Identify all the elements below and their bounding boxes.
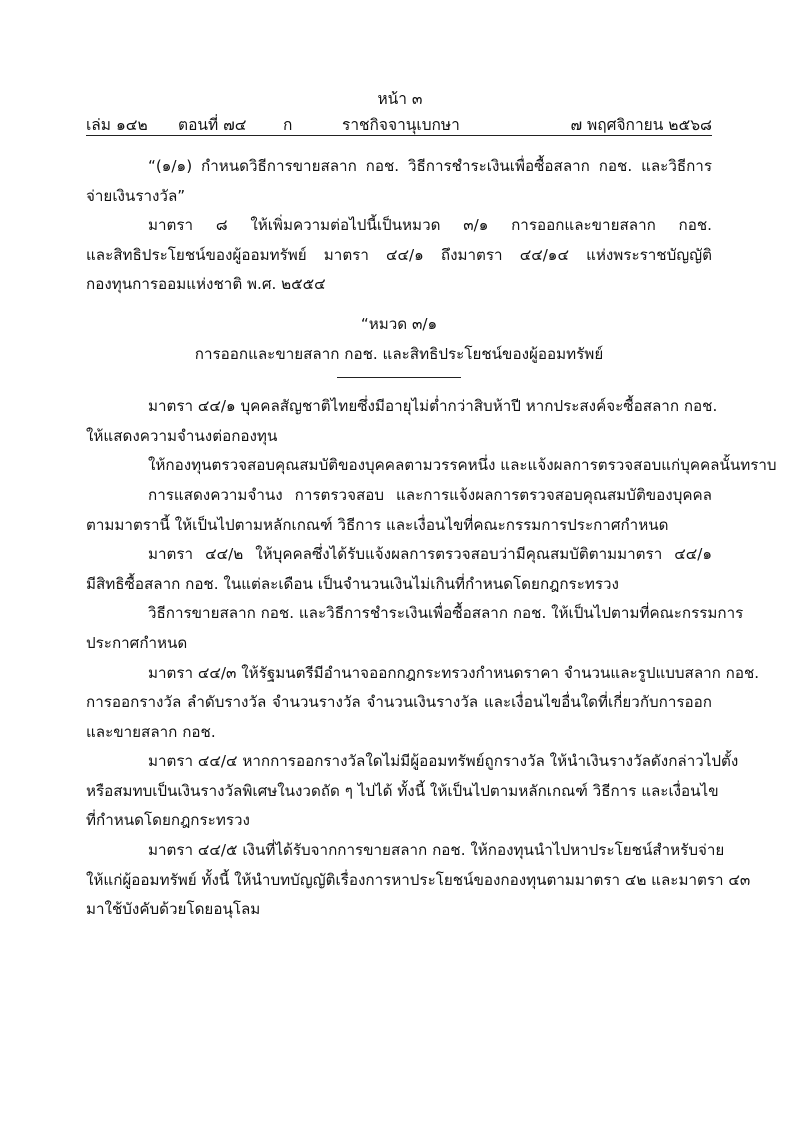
section-44-5-line: มาใช้บังคับด้วยโดยอนุโลม [86,900,261,919]
section-44-1-line: การแสดงความจำนง การตรวจสอบ และการแจ้งผลการตรวจสอบคุณสมบัติของบุคคล [148,485,712,504]
header-rule [86,135,712,136]
section-44-2-line: มีสิทธิซื้อสลาก กอช. ในแต่ละเดือน เป็นจำนวนเงินไม่เกินที่กำหนดโดยกฎกระทรวง [86,574,619,593]
header-gazette-name: ราชกิจจานุเบกษา [342,116,460,134]
section-8-line: มาตรา ๘ ให้เพิ่มความต่อไปนี้เป็นหมวด ๓/๑ การออกและขายสลาก กอช. [148,216,712,235]
section-44-4-line: มาตรา ๔๔/๔ หากการออกรางวัลใดไม่มีผู้ออมทรัพย์ถูกรางวัล ให้นำเงินรางวัลดังกล่าวไปตั้ง [148,752,739,771]
section-44-4-line: ที่กำหนดโดยกฎกระทรวง [86,811,250,830]
section-8-line: กองทุนการออมแห่งชาติ พ.ศ. ๒๕๕๔ [86,275,326,294]
header-volume: เล่ม ๑๔๒ [86,116,148,134]
section-44-4-line: หรือสมทบเป็นเงินรางวัลพิเศษในงวดถัด ๆ ไปได้ ทั้งนี้ ให้เป็นไปตามหลักเกณฑ์ วิธีการ และเงื่อนไข [86,781,719,800]
chapter-number: “หมวด ๓/๑ [360,314,438,333]
section-44-3-line: การออกรางวัล ลำดับรางวัล จำนวนรางวัล จำนวนเงินรางวัล และเงื่อนไขอื่นใดที่เกี่ยวกับการออก [86,693,712,712]
clause-1-1-line: “(๑/๑) กำหนดวิธีการขายสลาก กอช. วิธีการชำระเงินเพื่อซื้อสลาก กอช. และวิธีการ [148,157,712,175]
section-44-1-line: ให้กองทุนตรวจสอบคุณสมบัติของบุคคลตามวรรคหนึ่ง และแจ้งผลการตรวจสอบแก่บุคคลนั้นทราบ [148,456,777,475]
section-44-3-line: มาตรา ๔๔/๓ ให้รัฐมนตรีมีอำนาจออกกฎกระทรวงกำหนดราคา จำนวนและรูปแบบสลาก กอช. [148,663,760,682]
section-44-5-line: ให้แก่ผู้ออมทรัพย์ ทั้งนี้ ให้นำบทบัญญัติเรื่องการหาประโยชน์ของกองทุนตามมาตรา ๔๒ และมาตรา ๔๓ [86,870,751,889]
chapter-rule [337,377,461,378]
section-44-2-line: มาตรา ๔๔/๒ ให้บุคคลซึ่งได้รับแจ้งผลการตรวจสอบว่ามีคุณสมบัติตามมาตรา ๔๔/๑ [148,545,712,564]
section-44-1-line: มาตรา ๔๔/๑ บุคคลสัญชาติไทยซึ่งมีอายุไม่ต่ำกว่าสิบห้าปี หากประสงค์จะซื้อสลาก กอช. [148,397,718,416]
page-number: หน้า ๓ [377,90,423,108]
section-44-1-line: ให้แสดงความจำนงต่อกองทุน [86,426,278,445]
header-issue: ตอนที่ ๗๔ [178,116,247,134]
section-44-2-line: ประกาศกำหนด [86,633,188,652]
header-section: ก [283,116,293,134]
document-body [86,152,777,925]
section-44-1-line: ตามมาตรานี้ ให้เป็นไปตามหลักเกณฑ์ วิธีการ และเงื่อนไขที่คณะกรรมการประกาศกำหนด [86,515,669,534]
section-44-3-line: และขายสลาก กอช. [86,722,216,741]
clause-1-1-line: จ่ายเงินรางวัล” [86,186,186,205]
section-8-line: และสิทธิประโยชน์ของผู้ออมทรัพย์ มาตรา ๔๔/๑ ถึงมาตรา ๔๔/๑๔ แห่งพระราชบัญญัติ [86,245,712,264]
header-date: ๗ พฤศจิกายน ๒๕๖๘ [570,116,712,134]
chapter-title: การออกและขายสลาก กอช. และสิทธิประโยชน์ของผู้ออมทรัพย์ [194,344,604,363]
section-44-2-line: วิธีการขายสลาก กอช. และวิธีการชำระเงินเพื่อซื้อสลาก กอช. ให้เป็นไปตามที่คณะกรรมการ [148,604,744,623]
section-44-5-line: มาตรา ๔๔/๕ เงินที่ได้รับจากการขายสลาก กอช. ให้กองทุนนำไปหาประโยชน์สำหรับจ่าย [148,841,725,860]
